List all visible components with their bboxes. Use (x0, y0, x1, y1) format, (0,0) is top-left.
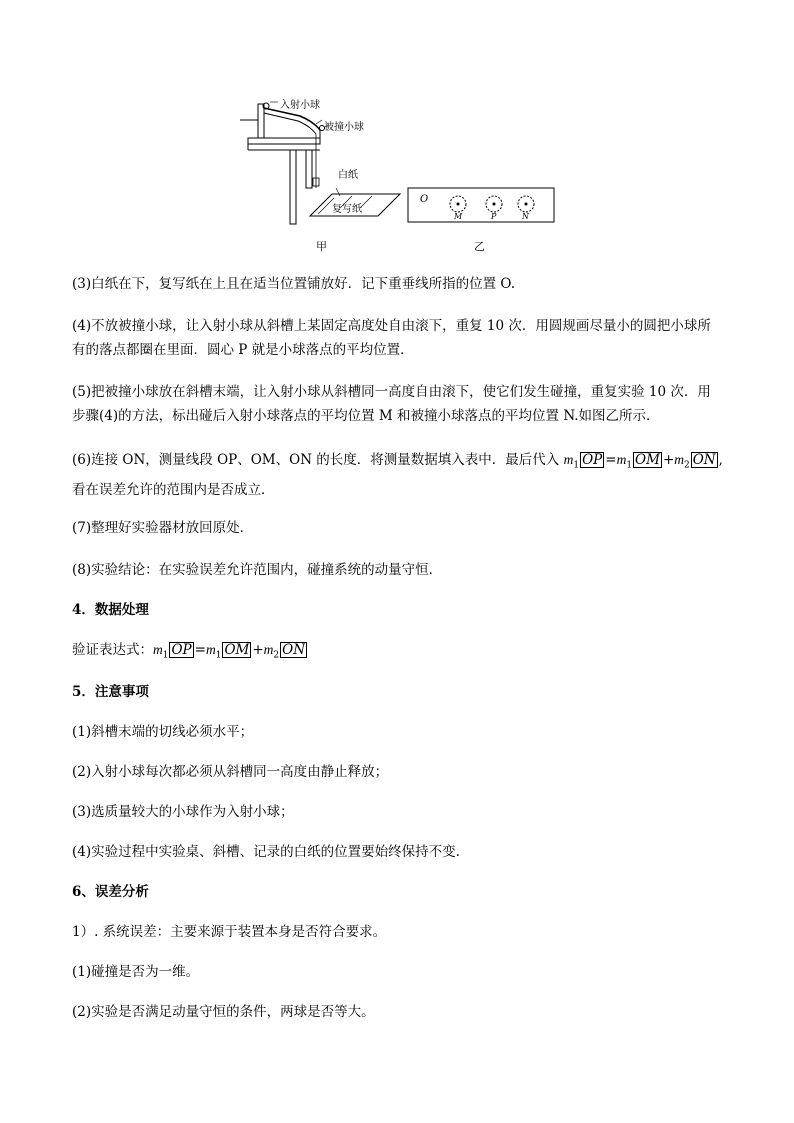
vector-OP: OP (582, 452, 603, 468)
label-target-ball: 被撞小球 (324, 122, 364, 133)
step-5-line-1: (5)把被撞小球放在斜槽末端，让入射小球从斜槽同一高度自由滚下，使它们发生碰撞，重复实验 10 次．用 (72, 384, 711, 400)
step-4-line-1: (4)不放被撞小球，让入射小球从斜槽上某固定高度处自由滚下，重复 10 次．用圆规画尽量小的圆把小球所 (72, 318, 711, 334)
label-carbon-paper: 复写纸 (332, 204, 362, 215)
error-item: 1）. 系统误差：主要来源于装置本身是否符合要求。 (72, 924, 387, 940)
note-item: (4)实验过程中实验桌、斜槽、记录的白纸的位置要始终保持不变. (72, 844, 460, 860)
step-6-line-1: (6)连接 ON，测量线段 OP、OM、ON 的长度．将测量数据填入表中．最后代入 $m_1$ OP $=m_1$ OM $+m_2$ ON , (72, 452, 723, 471)
vector-OM: OM (224, 642, 250, 658)
step-4 (72, 314, 732, 362)
vector-OM: OM (635, 452, 660, 468)
caption-a: 甲 (316, 240, 327, 253)
step-6 (72, 448, 732, 502)
step-4-line-2: 有的落点都圈在里面．圆心 P 就是小球落点的平均位置． (72, 342, 414, 358)
note-item: (1)斜槽末端的切线必须水平； (72, 724, 254, 740)
step-3: (3)白纸在下，复写纸在上且在适当位置铺放好．记下重垂线所指的位置 O. (72, 276, 515, 292)
label-M: M (454, 212, 463, 221)
section-6-title: 6、误差分析 (72, 884, 149, 900)
caption-b: 乙 (474, 240, 485, 253)
vector-OP: OP (171, 642, 192, 658)
error-item: (2)实验是否满足动量守恒的条件，两球是否等大。 (72, 1004, 375, 1020)
error-item: (1)碰撞是否为一维。 (72, 964, 200, 980)
label-P: P (491, 212, 497, 221)
step-5-line-2: 步骤(4)的方法，标出碰后入射小球落点的平均位置 M 和被撞小球落点的平均位置 N.如图乙所示． (72, 408, 660, 424)
step-6-prefix: (6)连接 ON，测量线段 OP、OM、ON 的长度．将测量数据填入表中．最后代入 (72, 452, 560, 468)
section-4-title: 4．数据处理 (72, 602, 149, 618)
note-item: (3)选质量较大的小球作为入射小球； (72, 804, 294, 820)
vector-ON: ON (282, 642, 306, 658)
apparatus-diagram (240, 96, 560, 256)
section-5-title: 5．注意事项 (72, 684, 149, 700)
vector-ON: ON (692, 452, 716, 468)
step-7: (7)整理好实验器材放回原处． (72, 520, 254, 536)
step-5 (72, 380, 732, 428)
step-8: (8)实验结论：在实验误差允许范围内，碰撞系统的动量守恒． (72, 562, 443, 578)
label-incident-ball: 入射小球 (280, 100, 320, 111)
label-N: N (522, 212, 529, 221)
section-4-formula: 验证表达式：$m_1$ OP $=m_1$ OM $+m_2$ ON (72, 642, 306, 661)
label-O: O (420, 194, 429, 205)
experiment-figure (240, 96, 560, 256)
label-white-paper: 白纸 (338, 170, 358, 181)
step-6-line-2: 看在误差允许的范围内是否成立． (72, 481, 275, 498)
note-item: (2)入射小球每次都必须从斜槽同一高度由静止释放； (72, 764, 389, 780)
